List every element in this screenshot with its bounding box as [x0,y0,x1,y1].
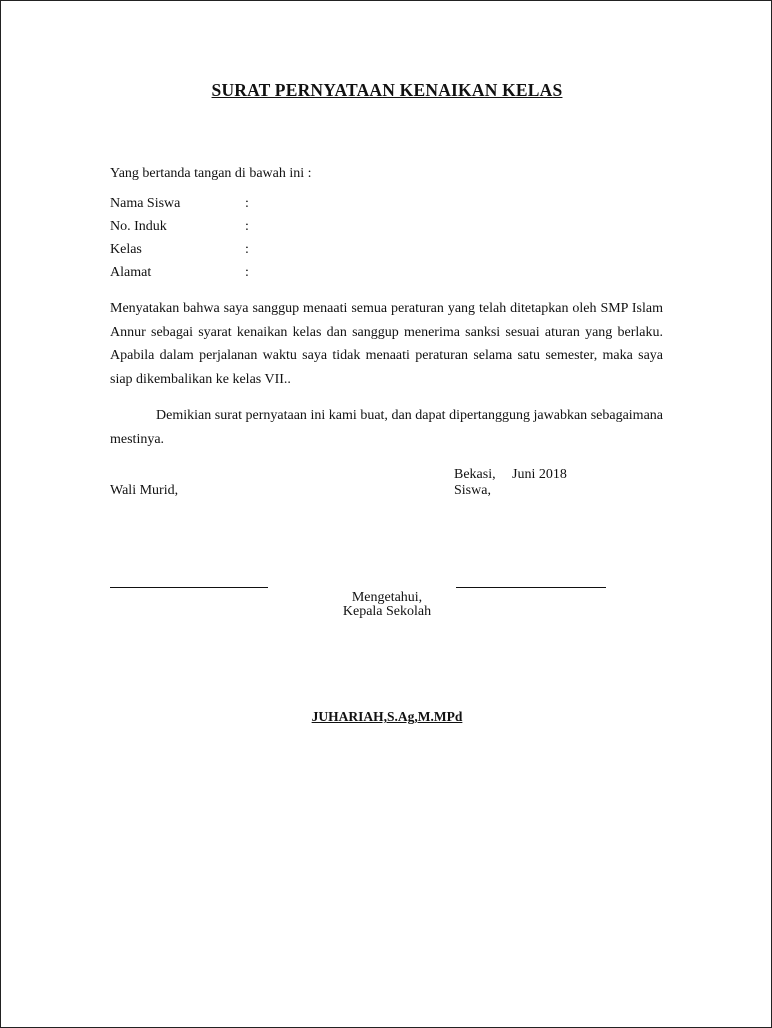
field-label: Nama Siswa [110,196,181,211]
date-text: Juni 2018 [512,467,567,482]
field-label: Alamat [110,265,152,280]
principal-title: Kepala Sekolah [342,604,432,619]
field-colon: : [245,196,249,211]
document-title: SURAT PERNYATAAN KENAIKAN KELAS [211,80,563,100]
field-label: No. Induk [110,219,167,234]
student-label: Siswa, [454,483,491,498]
principal-name: JUHARIAH,S.Ag,M.MPd [311,709,463,724]
parent-label: Wali Murid, [110,483,179,498]
field-colon: : [245,242,249,257]
closing-paragraph: Demikian surat pernyataan ini kami buat, dan dapat dipertanggung jawabkan sebagaimana mestinya. [110,408,663,447]
field-label: Kelas [110,242,142,257]
field-colon: : [245,265,249,280]
acknowledged-text: Mengetahui, [351,590,423,605]
place-text: Bekasi, [454,467,496,482]
field-colon: : [245,219,249,234]
intro-text: Yang bertanda tangan di bawah ini : [110,166,312,181]
statement-paragraph: Menyatakan bahwa saya sanggup menaati semua peraturan yang telah ditetapkan oleh SMP Islam Annur sebagai syarat kenaikan kelas dan sanggup menerima sanksi sesuai aturan yang berlaku. Apabila dalam perjalanan waktu saya tidak menaati peraturan selama satu semester, maka saya siap dikembalikan ke kelas VII.. [110,301,663,387]
